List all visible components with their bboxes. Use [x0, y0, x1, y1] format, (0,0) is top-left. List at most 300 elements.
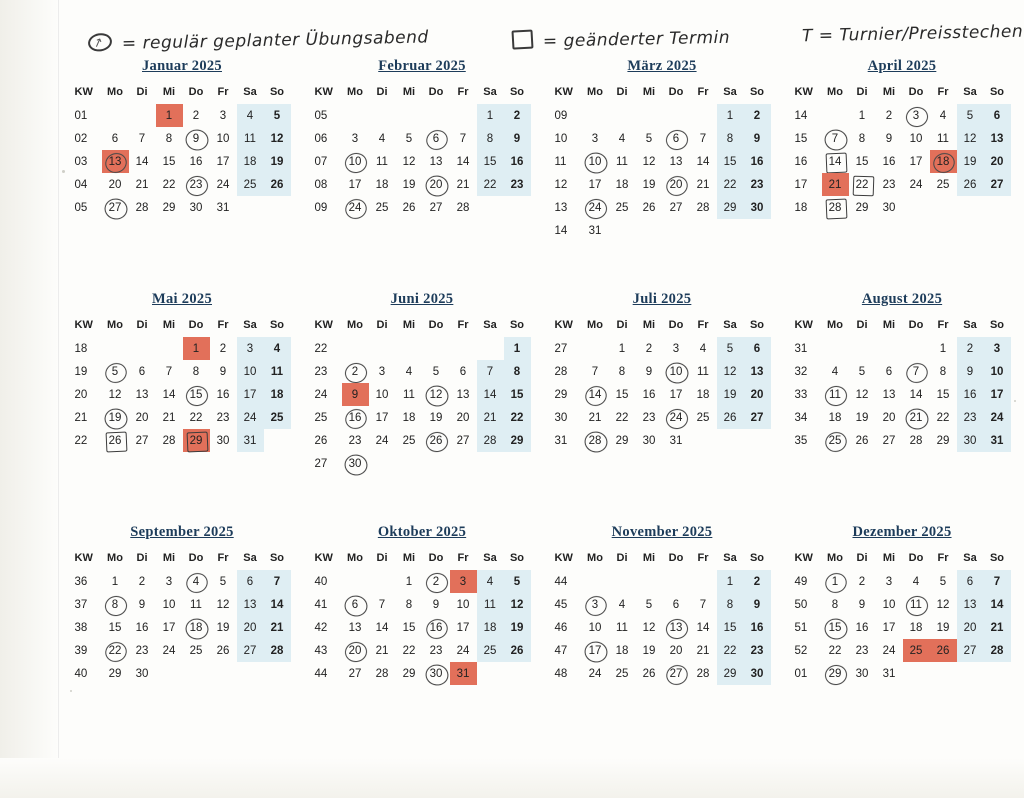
day-cell[interactable] — [903, 429, 930, 452]
day-cell[interactable] — [264, 639, 291, 662]
day-cell[interactable] — [663, 196, 690, 219]
day-cell[interactable] — [450, 639, 477, 662]
day-cell[interactable] — [369, 662, 396, 685]
day-cell[interactable] — [690, 173, 717, 196]
day-cell[interactable] — [237, 616, 264, 639]
day-cell[interactable] — [477, 150, 504, 173]
day-cell[interactable] — [423, 570, 450, 593]
day-cell[interactable] — [663, 360, 690, 383]
day-cell[interactable] — [984, 150, 1011, 173]
day-cell[interactable] — [210, 127, 237, 150]
day-cell[interactable] — [663, 173, 690, 196]
day-cell[interactable] — [450, 383, 477, 406]
day-cell[interactable] — [210, 337, 237, 360]
day-cell[interactable] — [609, 383, 636, 406]
day-cell[interactable] — [744, 196, 771, 219]
day-cell[interactable] — [717, 406, 744, 429]
day-cell[interactable] — [423, 196, 450, 219]
day-cell[interactable] — [849, 570, 876, 593]
day-cell[interactable] — [237, 173, 264, 196]
day-cell[interactable] — [690, 360, 717, 383]
day-cell[interactable] — [849, 639, 876, 662]
day-cell[interactable] — [957, 337, 984, 360]
day-cell[interactable] — [129, 570, 156, 593]
day-cell[interactable] — [690, 662, 717, 685]
day-cell[interactable] — [102, 429, 129, 452]
day-cell[interactable] — [264, 173, 291, 196]
day-cell[interactable] — [930, 429, 957, 452]
day-cell[interactable] — [984, 616, 1011, 639]
day-cell[interactable] — [342, 639, 369, 662]
day-cell[interactable] — [636, 406, 663, 429]
day-cell[interactable] — [903, 173, 930, 196]
day-cell[interactable] — [849, 616, 876, 639]
day-cell[interactable] — [450, 593, 477, 616]
day-cell[interactable] — [102, 570, 129, 593]
day-cell[interactable] — [957, 639, 984, 662]
day-cell[interactable] — [930, 104, 957, 127]
day-cell[interactable] — [342, 406, 369, 429]
day-cell[interactable] — [183, 570, 210, 593]
day-cell[interactable] — [636, 383, 663, 406]
day-cell[interactable] — [156, 593, 183, 616]
day-cell[interactable] — [369, 127, 396, 150]
day-cell[interactable] — [876, 104, 903, 127]
day-cell[interactable] — [822, 662, 849, 685]
day-cell[interactable] — [903, 593, 930, 616]
day-cell[interactable] — [504, 127, 531, 150]
day-cell[interactable] — [930, 639, 957, 662]
day-cell[interactable] — [477, 360, 504, 383]
day-cell[interactable] — [477, 104, 504, 127]
day-cell[interactable] — [609, 429, 636, 452]
day-cell[interactable] — [156, 150, 183, 173]
day-cell[interactable] — [822, 593, 849, 616]
day-cell[interactable] — [957, 406, 984, 429]
day-cell[interactable] — [849, 150, 876, 173]
day-cell[interactable] — [957, 616, 984, 639]
day-cell[interactable] — [477, 593, 504, 616]
day-cell[interactable] — [369, 383, 396, 406]
day-cell[interactable] — [102, 360, 129, 383]
day-cell[interactable] — [450, 429, 477, 452]
day-cell[interactable] — [264, 383, 291, 406]
day-cell[interactable] — [129, 150, 156, 173]
day-cell[interactable] — [690, 639, 717, 662]
day-cell[interactable] — [237, 570, 264, 593]
day-cell[interactable] — [744, 173, 771, 196]
day-cell[interactable] — [210, 570, 237, 593]
day-cell[interactable] — [183, 429, 210, 452]
day-cell[interactable] — [264, 406, 291, 429]
day-cell[interactable] — [237, 127, 264, 150]
day-cell[interactable] — [237, 383, 264, 406]
day-cell[interactable] — [957, 360, 984, 383]
day-cell[interactable] — [582, 173, 609, 196]
day-cell[interactable] — [582, 616, 609, 639]
day-cell[interactable] — [849, 196, 876, 219]
day-cell[interactable] — [822, 639, 849, 662]
day-cell[interactable] — [957, 429, 984, 452]
day-cell[interactable] — [342, 616, 369, 639]
day-cell[interactable] — [957, 570, 984, 593]
day-cell[interactable] — [264, 150, 291, 173]
day-cell[interactable] — [876, 360, 903, 383]
day-cell[interactable] — [636, 616, 663, 639]
day-cell[interactable] — [210, 429, 237, 452]
day-cell[interactable] — [876, 616, 903, 639]
day-cell[interactable] — [396, 127, 423, 150]
day-cell[interactable] — [504, 104, 531, 127]
day-cell[interactable] — [717, 337, 744, 360]
day-cell[interactable] — [744, 570, 771, 593]
day-cell[interactable] — [450, 196, 477, 219]
day-cell[interactable] — [930, 570, 957, 593]
day-cell[interactable] — [609, 360, 636, 383]
day-cell[interactable] — [822, 196, 849, 219]
day-cell[interactable] — [903, 127, 930, 150]
day-cell[interactable] — [636, 196, 663, 219]
day-cell[interactable] — [984, 570, 1011, 593]
day-cell[interactable] — [210, 616, 237, 639]
day-cell[interactable] — [477, 383, 504, 406]
day-cell[interactable] — [396, 173, 423, 196]
day-cell[interactable] — [264, 360, 291, 383]
day-cell[interactable] — [876, 406, 903, 429]
day-cell[interactable] — [129, 383, 156, 406]
day-cell[interactable] — [156, 127, 183, 150]
day-cell[interactable] — [450, 127, 477, 150]
day-cell[interactable] — [609, 406, 636, 429]
day-cell[interactable] — [582, 219, 609, 242]
day-cell[interactable] — [984, 173, 1011, 196]
day-cell[interactable] — [102, 383, 129, 406]
day-cell[interactable] — [183, 639, 210, 662]
day-cell[interactable] — [609, 593, 636, 616]
day-cell[interactable] — [156, 360, 183, 383]
day-cell[interactable] — [396, 639, 423, 662]
day-cell[interactable] — [984, 127, 1011, 150]
day-cell[interactable] — [369, 360, 396, 383]
day-cell[interactable] — [849, 593, 876, 616]
day-cell[interactable] — [210, 639, 237, 662]
day-cell[interactable] — [183, 616, 210, 639]
day-cell[interactable] — [957, 104, 984, 127]
day-cell[interactable] — [450, 570, 477, 593]
day-cell[interactable] — [396, 196, 423, 219]
day-cell[interactable] — [183, 104, 210, 127]
day-cell[interactable] — [423, 429, 450, 452]
day-cell[interactable] — [156, 383, 183, 406]
day-cell[interactable] — [717, 639, 744, 662]
day-cell[interactable] — [822, 429, 849, 452]
day-cell[interactable] — [984, 593, 1011, 616]
day-cell[interactable] — [663, 406, 690, 429]
day-cell[interactable] — [342, 173, 369, 196]
day-cell[interactable] — [396, 150, 423, 173]
day-cell[interactable] — [504, 570, 531, 593]
day-cell[interactable] — [849, 104, 876, 127]
day-cell[interactable] — [744, 127, 771, 150]
day-cell[interactable] — [690, 127, 717, 150]
day-cell[interactable] — [984, 639, 1011, 662]
day-cell[interactable] — [663, 593, 690, 616]
day-cell[interactable] — [582, 639, 609, 662]
day-cell[interactable] — [183, 150, 210, 173]
day-cell[interactable] — [930, 173, 957, 196]
day-cell[interactable] — [849, 406, 876, 429]
day-cell[interactable] — [903, 104, 930, 127]
day-cell[interactable] — [396, 593, 423, 616]
day-cell[interactable] — [744, 662, 771, 685]
day-cell[interactable] — [369, 593, 396, 616]
day-cell[interactable] — [582, 662, 609, 685]
day-cell[interactable] — [342, 127, 369, 150]
day-cell[interactable] — [369, 616, 396, 639]
day-cell[interactable] — [342, 150, 369, 173]
day-cell[interactable] — [876, 639, 903, 662]
day-cell[interactable] — [156, 173, 183, 196]
day-cell[interactable] — [984, 406, 1011, 429]
day-cell[interactable] — [102, 593, 129, 616]
day-cell[interactable] — [102, 662, 129, 685]
day-cell[interactable] — [210, 173, 237, 196]
day-cell[interactable] — [156, 104, 183, 127]
day-cell[interactable] — [423, 639, 450, 662]
day-cell[interactable] — [690, 383, 717, 406]
day-cell[interactable] — [957, 173, 984, 196]
day-cell[interactable] — [663, 383, 690, 406]
day-cell[interactable] — [396, 662, 423, 685]
day-cell[interactable] — [717, 150, 744, 173]
day-cell[interactable] — [663, 127, 690, 150]
day-cell[interactable] — [342, 196, 369, 219]
day-cell[interactable] — [930, 360, 957, 383]
day-cell[interactable] — [957, 593, 984, 616]
day-cell[interactable] — [663, 150, 690, 173]
day-cell[interactable] — [582, 127, 609, 150]
day-cell[interactable] — [183, 196, 210, 219]
day-cell[interactable] — [690, 406, 717, 429]
day-cell[interactable] — [504, 383, 531, 406]
day-cell[interactable] — [822, 150, 849, 173]
day-cell[interactable] — [210, 196, 237, 219]
day-cell[interactable] — [396, 406, 423, 429]
day-cell[interactable] — [210, 360, 237, 383]
day-cell[interactable] — [690, 616, 717, 639]
day-cell[interactable] — [183, 360, 210, 383]
day-cell[interactable] — [396, 383, 423, 406]
day-cell[interactable] — [183, 383, 210, 406]
day-cell[interactable] — [423, 662, 450, 685]
day-cell[interactable] — [849, 429, 876, 452]
day-cell[interactable] — [690, 593, 717, 616]
day-cell[interactable] — [717, 383, 744, 406]
day-cell[interactable] — [477, 616, 504, 639]
day-cell[interactable] — [237, 639, 264, 662]
day-cell[interactable] — [930, 337, 957, 360]
day-cell[interactable] — [342, 429, 369, 452]
day-cell[interactable] — [423, 360, 450, 383]
day-cell[interactable] — [876, 570, 903, 593]
day-cell[interactable] — [876, 196, 903, 219]
day-cell[interactable] — [744, 360, 771, 383]
day-cell[interactable] — [477, 173, 504, 196]
day-cell[interactable] — [450, 360, 477, 383]
day-cell[interactable] — [744, 104, 771, 127]
day-cell[interactable] — [504, 429, 531, 452]
day-cell[interactable] — [504, 406, 531, 429]
day-cell[interactable] — [264, 127, 291, 150]
day-cell[interactable] — [744, 337, 771, 360]
day-cell[interactable] — [876, 429, 903, 452]
day-cell[interactable] — [129, 173, 156, 196]
day-cell[interactable] — [582, 150, 609, 173]
day-cell[interactable] — [369, 173, 396, 196]
day-cell[interactable] — [450, 662, 477, 685]
day-cell[interactable] — [504, 593, 531, 616]
day-cell[interactable] — [396, 360, 423, 383]
day-cell[interactable] — [423, 150, 450, 173]
day-cell[interactable] — [423, 173, 450, 196]
day-cell[interactable] — [717, 127, 744, 150]
day-cell[interactable] — [423, 383, 450, 406]
day-cell[interactable] — [609, 337, 636, 360]
day-cell[interactable] — [504, 173, 531, 196]
day-cell[interactable] — [423, 406, 450, 429]
day-cell[interactable] — [237, 406, 264, 429]
day-cell[interactable] — [504, 337, 531, 360]
day-cell[interactable] — [876, 173, 903, 196]
day-cell[interactable] — [156, 406, 183, 429]
day-cell[interactable] — [717, 173, 744, 196]
day-cell[interactable] — [663, 662, 690, 685]
day-cell[interactable] — [582, 196, 609, 219]
day-cell[interactable] — [876, 127, 903, 150]
day-cell[interactable] — [129, 639, 156, 662]
day-cell[interactable] — [504, 616, 531, 639]
day-cell[interactable] — [636, 127, 663, 150]
day-cell[interactable] — [744, 383, 771, 406]
day-cell[interactable] — [717, 570, 744, 593]
day-cell[interactable] — [636, 593, 663, 616]
day-cell[interactable] — [849, 173, 876, 196]
day-cell[interactable] — [129, 662, 156, 685]
day-cell[interactable] — [264, 337, 291, 360]
day-cell[interactable] — [636, 337, 663, 360]
day-cell[interactable] — [423, 593, 450, 616]
day-cell[interactable] — [264, 104, 291, 127]
day-cell[interactable] — [663, 337, 690, 360]
day-cell[interactable] — [396, 616, 423, 639]
day-cell[interactable] — [342, 452, 369, 475]
day-cell[interactable] — [744, 150, 771, 173]
day-cell[interactable] — [210, 406, 237, 429]
day-cell[interactable] — [609, 173, 636, 196]
day-cell[interactable] — [903, 383, 930, 406]
day-cell[interactable] — [369, 406, 396, 429]
day-cell[interactable] — [957, 127, 984, 150]
day-cell[interactable] — [984, 360, 1011, 383]
day-cell[interactable] — [237, 593, 264, 616]
day-cell[interactable] — [822, 173, 849, 196]
day-cell[interactable] — [849, 127, 876, 150]
day-cell[interactable] — [690, 150, 717, 173]
day-cell[interactable] — [930, 127, 957, 150]
day-cell[interactable] — [129, 360, 156, 383]
day-cell[interactable] — [102, 639, 129, 662]
day-cell[interactable] — [903, 570, 930, 593]
day-cell[interactable] — [450, 150, 477, 173]
day-cell[interactable] — [210, 104, 237, 127]
day-cell[interactable] — [609, 616, 636, 639]
day-cell[interactable] — [264, 616, 291, 639]
day-cell[interactable] — [690, 337, 717, 360]
day-cell[interactable] — [156, 616, 183, 639]
day-cell[interactable] — [930, 616, 957, 639]
day-cell[interactable] — [450, 616, 477, 639]
day-cell[interactable] — [342, 662, 369, 685]
day-cell[interactable] — [477, 406, 504, 429]
day-cell[interactable] — [423, 616, 450, 639]
day-cell[interactable] — [423, 127, 450, 150]
day-cell[interactable] — [582, 593, 609, 616]
day-cell[interactable] — [342, 360, 369, 383]
day-cell[interactable] — [156, 429, 183, 452]
day-cell[interactable] — [102, 173, 129, 196]
day-cell[interactable] — [984, 104, 1011, 127]
day-cell[interactable] — [876, 662, 903, 685]
day-cell[interactable] — [636, 360, 663, 383]
day-cell[interactable] — [822, 383, 849, 406]
day-cell[interactable] — [957, 150, 984, 173]
day-cell[interactable] — [717, 593, 744, 616]
day-cell[interactable] — [903, 406, 930, 429]
day-cell[interactable] — [183, 127, 210, 150]
day-cell[interactable] — [129, 127, 156, 150]
day-cell[interactable] — [984, 429, 1011, 452]
day-cell[interactable] — [609, 662, 636, 685]
day-cell[interactable] — [183, 593, 210, 616]
day-cell[interactable] — [582, 429, 609, 452]
day-cell[interactable] — [129, 616, 156, 639]
day-cell[interactable] — [369, 196, 396, 219]
day-cell[interactable] — [717, 662, 744, 685]
day-cell[interactable] — [903, 150, 930, 173]
day-cell[interactable] — [450, 406, 477, 429]
day-cell[interactable] — [930, 593, 957, 616]
day-cell[interactable] — [183, 173, 210, 196]
day-cell[interactable] — [102, 127, 129, 150]
day-cell[interactable] — [663, 616, 690, 639]
day-cell[interactable] — [237, 337, 264, 360]
day-cell[interactable] — [744, 593, 771, 616]
day-cell[interactable] — [984, 383, 1011, 406]
day-cell[interactable] — [369, 429, 396, 452]
day-cell[interactable] — [636, 662, 663, 685]
day-cell[interactable] — [636, 150, 663, 173]
day-cell[interactable] — [822, 127, 849, 150]
day-cell[interactable] — [504, 150, 531, 173]
day-cell[interactable] — [342, 383, 369, 406]
day-cell[interactable] — [102, 150, 129, 173]
day-cell[interactable] — [477, 639, 504, 662]
day-cell[interactable] — [717, 360, 744, 383]
day-cell[interactable] — [210, 383, 237, 406]
day-cell[interactable] — [609, 196, 636, 219]
day-cell[interactable] — [582, 383, 609, 406]
day-cell[interactable] — [930, 406, 957, 429]
